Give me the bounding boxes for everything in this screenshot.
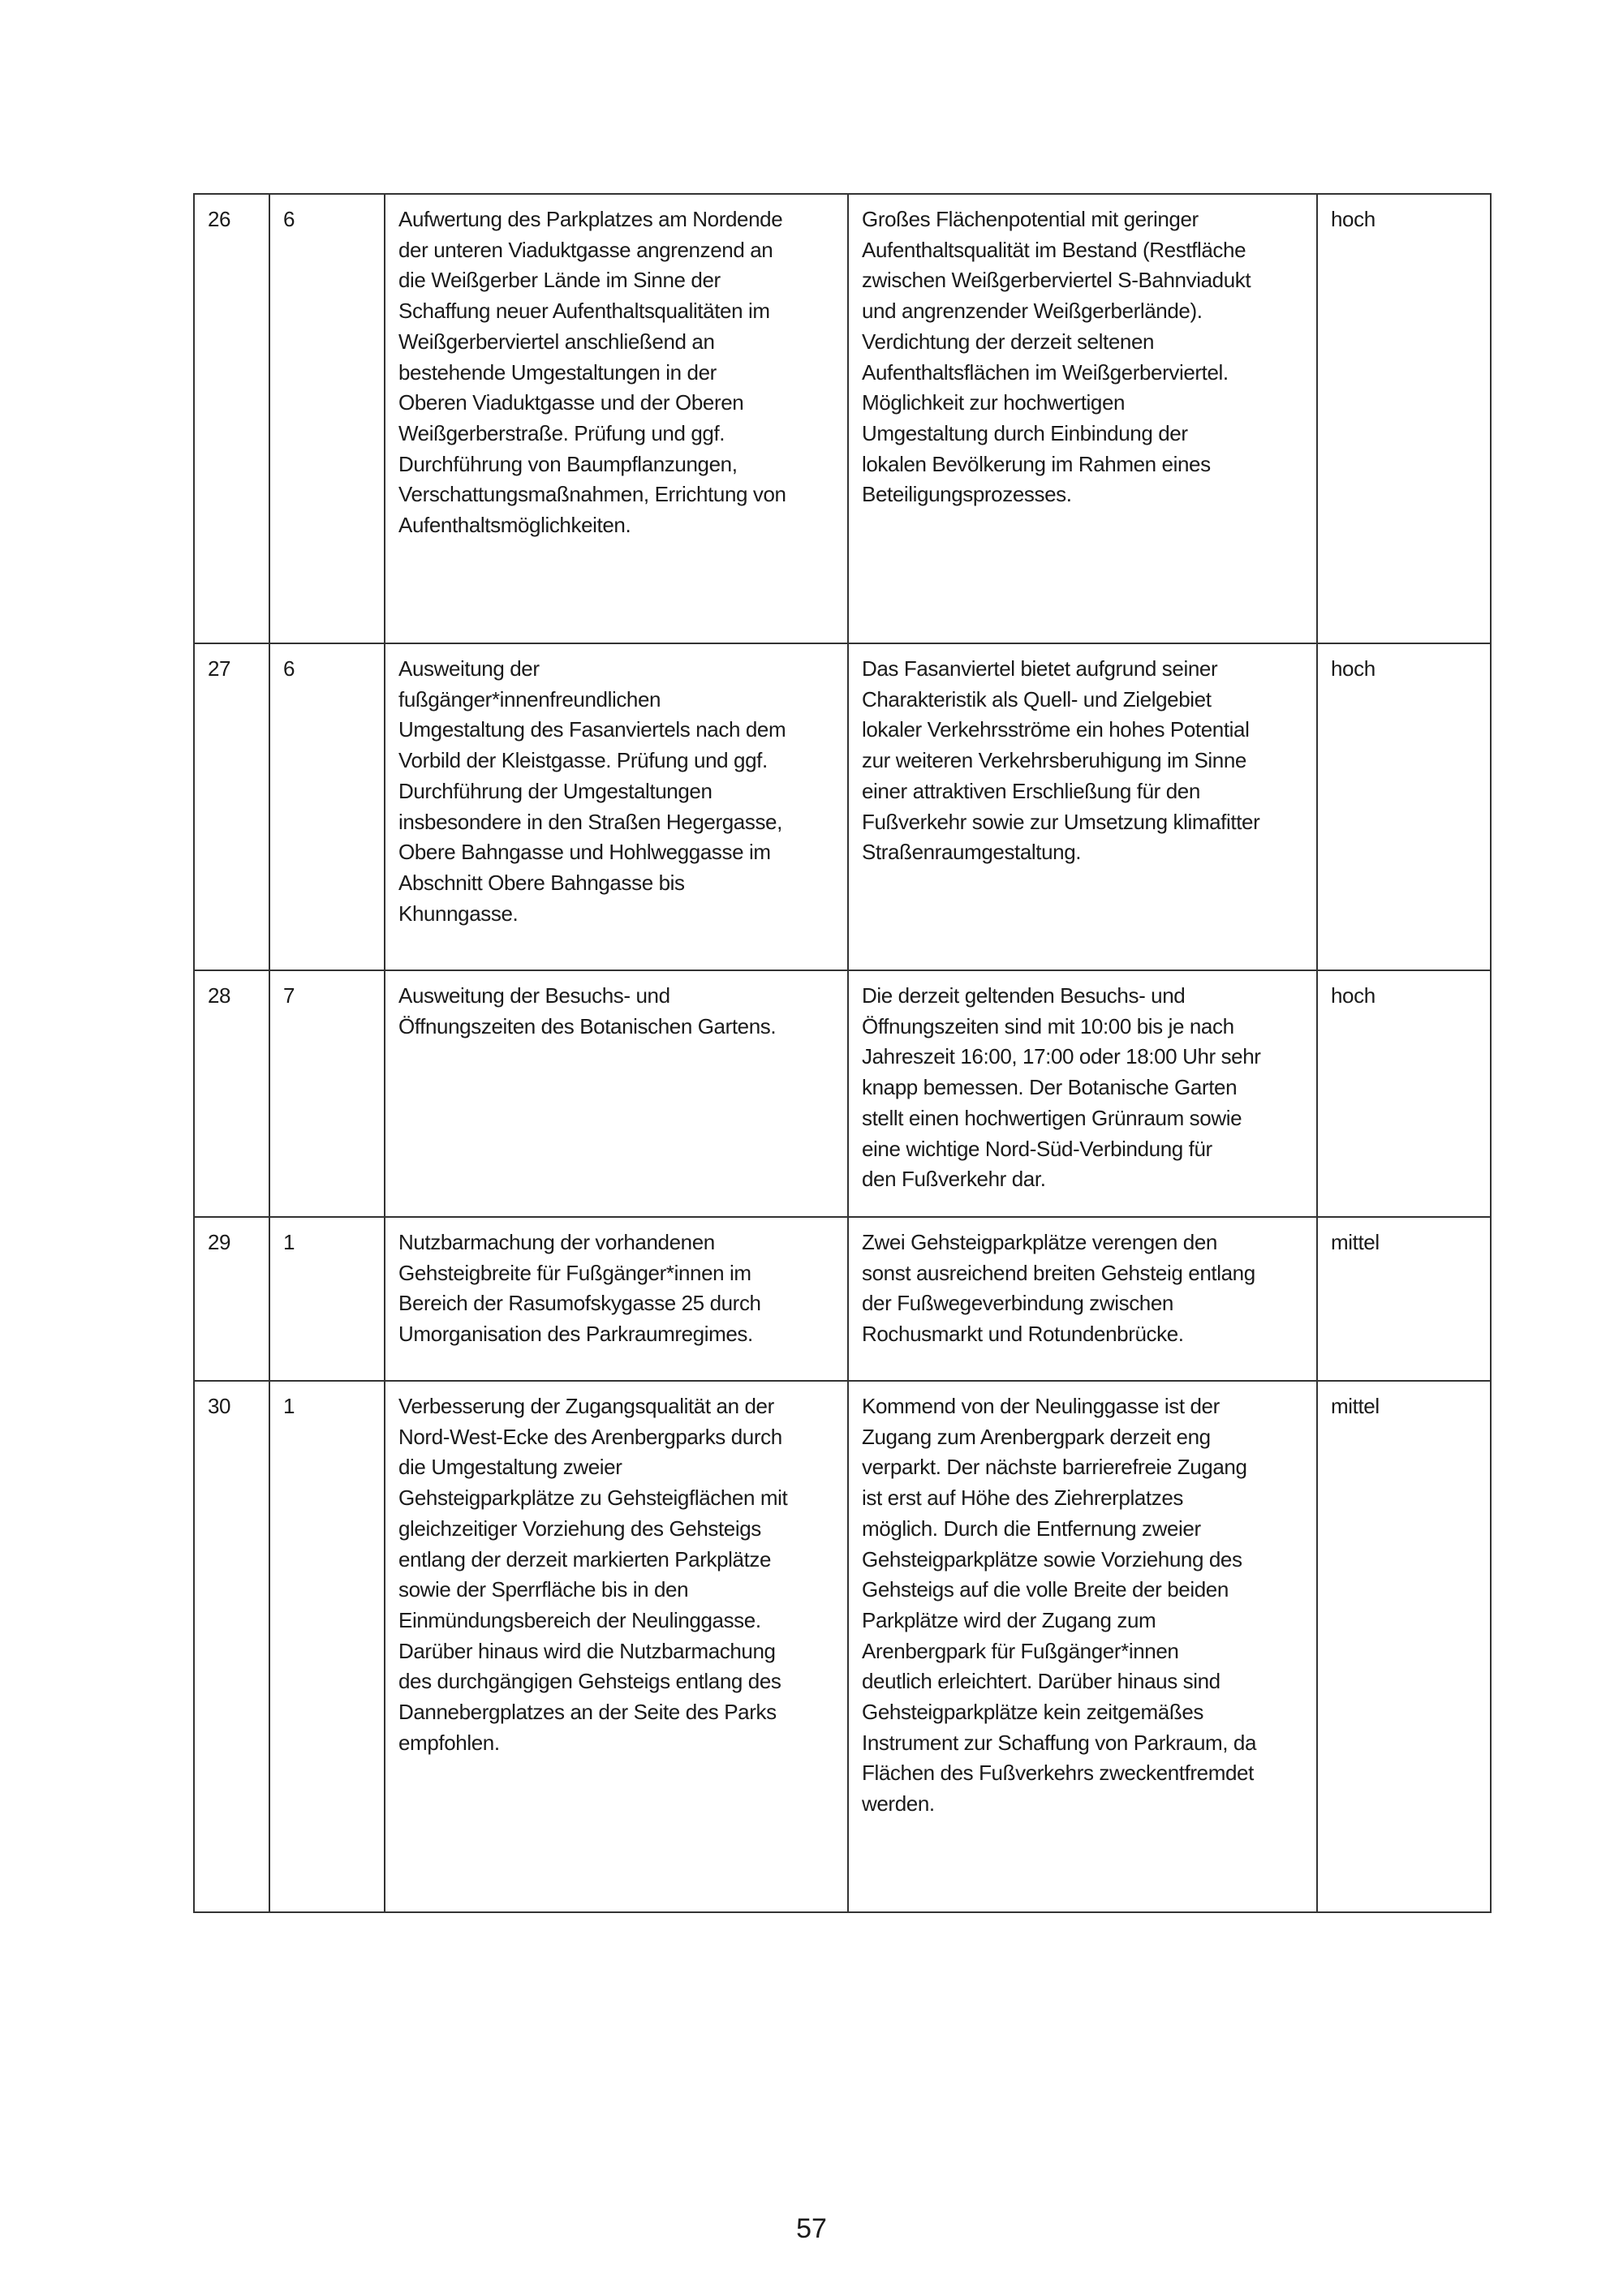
cell-line: Verbesserung der Zugangsqualität an der bbox=[398, 1394, 774, 1418]
cell-line: möglich. Durch die Entfernung zweier bbox=[862, 1516, 1201, 1541]
cell-line: Einmündungsbereich der Neulinggasse. bbox=[398, 1607, 761, 1632]
measures-table bbox=[193, 193, 1492, 1913]
cell-line: fußgänger*innenfreundlichen bbox=[398, 686, 661, 712]
cell-line: Umorganisation des Parkraumregimes. bbox=[398, 1322, 753, 1347]
cell-line: lokaler Verkehrsströme ein hohes Potential bbox=[862, 717, 1250, 742]
cell-line: Nutzbarmachung der vorhandenen bbox=[398, 1230, 715, 1254]
table-row bbox=[194, 970, 1491, 1217]
cell-line: Dannebergplatzes an der Seite des Parks bbox=[398, 1700, 777, 1725]
cell-line: Zugang zum Arenbergpark derzeit eng bbox=[862, 1424, 1211, 1449]
district-cell: 1 bbox=[269, 1217, 385, 1381]
measure-cell bbox=[385, 643, 848, 970]
cell-line: einer attraktiven Erschließung für den bbox=[862, 778, 1200, 803]
measure-cell bbox=[385, 1217, 848, 1381]
cell-line: Darüber hinaus wird die Nutzbarmachung bbox=[398, 1638, 776, 1663]
cell-line: Aufwertung des Parkplatzes am Nordende bbox=[398, 207, 783, 231]
cell-line: verparkt. Der nächste barrierefreie Zugang bbox=[862, 1455, 1247, 1480]
cell-line: Arenbergpark für Fußgänger*innen bbox=[862, 1638, 1179, 1663]
measure-cell bbox=[385, 970, 848, 1217]
cell-line: empfohlen. bbox=[398, 1730, 500, 1755]
cell-line: Parkplätze wird der Zugang zum bbox=[862, 1607, 1156, 1632]
row-number-cell: 28 bbox=[194, 970, 269, 1217]
cell-line: Schaffung neuer Aufenthaltsqualitäten im bbox=[398, 299, 770, 324]
priority-cell: mittel bbox=[1317, 1381, 1491, 1912]
cell-line: Charakteristik als Quell- und Zielgebiet bbox=[862, 686, 1212, 712]
cell-line: der unteren Viaduktgasse angrenzend an bbox=[398, 237, 773, 262]
cell-line: Durchführung von Baumpflanzungen, bbox=[398, 451, 738, 476]
cell-line: zur weiteren Verkehrsberuhigung im Sinne bbox=[862, 748, 1246, 773]
table-row bbox=[194, 194, 1491, 643]
cell-line: stellt einen hochwertigen Grünraum sowie bbox=[862, 1105, 1242, 1130]
row-number-cell: 27 bbox=[194, 643, 269, 970]
cell-line: entlang der derzeit markierten Parkplätze bbox=[398, 1546, 772, 1572]
cell-line: Weißgerberstraße. Prüfung und ggf. bbox=[398, 420, 725, 445]
row-number-cell: 29 bbox=[194, 1217, 269, 1381]
cell-line: Ausweitung der Besuchs- und bbox=[398, 983, 670, 1008]
cell-line: Weißgerberviertel anschließend an bbox=[398, 329, 715, 354]
cell-line: Obere Bahngasse und Hohlweggasse im bbox=[398, 840, 771, 865]
cell-line: Instrument zur Schaffung von Parkraum, da bbox=[862, 1730, 1257, 1755]
cell-line: sonst ausreichend breiten Gehsteig entlang bbox=[862, 1260, 1255, 1285]
cell-line: Verschattungsmaßnahmen, Errichtung von bbox=[398, 482, 786, 507]
cell-line: sowie der Sperrfläche bis in den bbox=[398, 1577, 689, 1602]
cell-line: Abschnitt Obere Bahngasse bis bbox=[398, 870, 685, 895]
cell-line: Gehsteigparkplätze kein zeitgemäßes bbox=[862, 1700, 1204, 1725]
cell-line: Verdichtung der derzeit seltenen bbox=[862, 329, 1155, 354]
cell-line: Gehsteigs auf die volle Breite der beiden bbox=[862, 1577, 1229, 1602]
cell-line: des durchgängigen Gehsteigs entlang des bbox=[398, 1669, 781, 1694]
cell-line: lokalen Bevölkerung im Rahmen eines bbox=[862, 451, 1211, 476]
cell-line: Großes Flächenpotential mit geringer bbox=[862, 207, 1199, 231]
cell-line: bestehende Umgestaltungen in der bbox=[398, 359, 717, 385]
cell-line: Öffnungszeiten sind mit 10:00 bis je nach bbox=[862, 1013, 1234, 1038]
cell-line: der Fußwegeverbindung zwischen bbox=[862, 1291, 1173, 1316]
cell-line: Umgestaltung des Fasanviertels nach dem bbox=[398, 717, 786, 742]
cell-line: Das Fasanviertel bietet aufgrund seiner bbox=[862, 656, 1218, 681]
district-cell: 1 bbox=[269, 1381, 385, 1912]
cell-line: Zwei Gehsteigparkplätze verengen den bbox=[862, 1230, 1217, 1254]
cell-line: die Weißgerber Lände im Sinne der bbox=[398, 268, 721, 293]
cell-line: gleichzeitiger Vorziehung des Gehsteigs bbox=[398, 1516, 761, 1541]
row-number-cell: 26 bbox=[194, 194, 269, 643]
cell-line: Flächen des Fußverkehrs zweckentfremdet bbox=[862, 1761, 1254, 1786]
reason-cell bbox=[848, 1217, 1317, 1381]
measure-cell bbox=[385, 194, 848, 643]
cell-line: zwischen Weißgerberviertel S-Bahnviadukt bbox=[862, 268, 1251, 293]
table-row bbox=[194, 643, 1491, 970]
reason-cell bbox=[848, 194, 1317, 643]
cell-line: Vorbild der Kleistgasse. Prüfung und ggf. bbox=[398, 748, 768, 773]
cell-line: knapp bemessen. Der Botanische Garten bbox=[862, 1075, 1238, 1100]
reason-cell bbox=[848, 1381, 1317, 1912]
priority-cell: hoch bbox=[1317, 194, 1491, 643]
cell-line: Durchführung der Umgestaltungen bbox=[398, 778, 712, 803]
cell-line: Ausweitung der bbox=[398, 656, 540, 681]
cell-line: werden. bbox=[862, 1791, 935, 1817]
cell-line: Oberen Viaduktgasse und der Oberen bbox=[398, 390, 744, 415]
district-cell: 6 bbox=[269, 194, 385, 643]
cell-line: Khunngasse. bbox=[398, 901, 519, 926]
cell-line: Nord-West-Ecke des Arenbergparks durch bbox=[398, 1424, 782, 1449]
cell-line: ist erst auf Höhe des Ziehrerplatzes bbox=[862, 1486, 1184, 1511]
cell-line: Straßenraumgestaltung. bbox=[862, 840, 1082, 865]
cell-line: Aufenthaltsmöglichkeiten. bbox=[398, 513, 631, 538]
page-number: 57 bbox=[796, 2213, 827, 2244]
table-row bbox=[194, 1381, 1491, 1912]
cell-line: Kommend von der Neulinggasse ist der bbox=[862, 1394, 1220, 1418]
cell-line: Gehsteigparkplätze sowie Vorziehung des bbox=[862, 1546, 1242, 1572]
cell-line: die Umgestaltung zweier bbox=[398, 1455, 622, 1480]
cell-line: insbesondere in den Straßen Hegergasse, bbox=[398, 809, 782, 834]
cell-line: Rochusmarkt und Rotundenbrücke. bbox=[862, 1322, 1184, 1347]
measure-cell bbox=[385, 1381, 848, 1912]
row-number-cell: 30 bbox=[194, 1381, 269, 1912]
cell-line: Gehsteigbreite für Fußgänger*innen im bbox=[398, 1260, 751, 1285]
cell-line: Die derzeit geltenden Besuchs- und bbox=[862, 983, 1186, 1008]
cell-line: Öffnungszeiten des Botanischen Gartens. bbox=[398, 1013, 777, 1038]
district-cell: 7 bbox=[269, 970, 385, 1217]
priority-cell: mittel bbox=[1317, 1217, 1491, 1381]
cell-line: und angrenzender Weißgerberlände). bbox=[862, 299, 1203, 324]
reason-cell bbox=[848, 970, 1317, 1217]
cell-line: Fußverkehr sowie zur Umsetzung klimafitter bbox=[862, 809, 1260, 834]
cell-line: eine wichtige Nord-Süd-Verbindung für bbox=[862, 1136, 1212, 1161]
priority-cell: hoch bbox=[1317, 643, 1491, 970]
cell-line: Aufenthaltsflächen im Weißgerberviertel. bbox=[862, 359, 1229, 385]
cell-line: Beteiligungsprozesses. bbox=[862, 482, 1072, 507]
cell-line: Aufenthaltsqualität im Bestand (Restfläche bbox=[862, 237, 1246, 262]
cell-line: den Fußverkehr dar. bbox=[862, 1167, 1046, 1192]
cell-line: deutlich erleichtert. Darüber hinaus sind bbox=[862, 1669, 1220, 1694]
table-row bbox=[194, 1217, 1491, 1381]
cell-line: Gehsteigparkplätze zu Gehsteigflächen mit bbox=[398, 1486, 788, 1511]
cell-line: Möglichkeit zur hochwertigen bbox=[862, 390, 1126, 415]
priority-cell: hoch bbox=[1317, 970, 1491, 1217]
district-cell: 6 bbox=[269, 643, 385, 970]
cell-line: Bereich der Rasumofskygasse 25 durch bbox=[398, 1291, 761, 1316]
cell-line: Umgestaltung durch Einbindung der bbox=[862, 420, 1188, 445]
reason-cell bbox=[848, 643, 1317, 970]
cell-line: Jahreszeit 16:00, 17:00 oder 18:00 Uhr sehr bbox=[862, 1044, 1261, 1069]
